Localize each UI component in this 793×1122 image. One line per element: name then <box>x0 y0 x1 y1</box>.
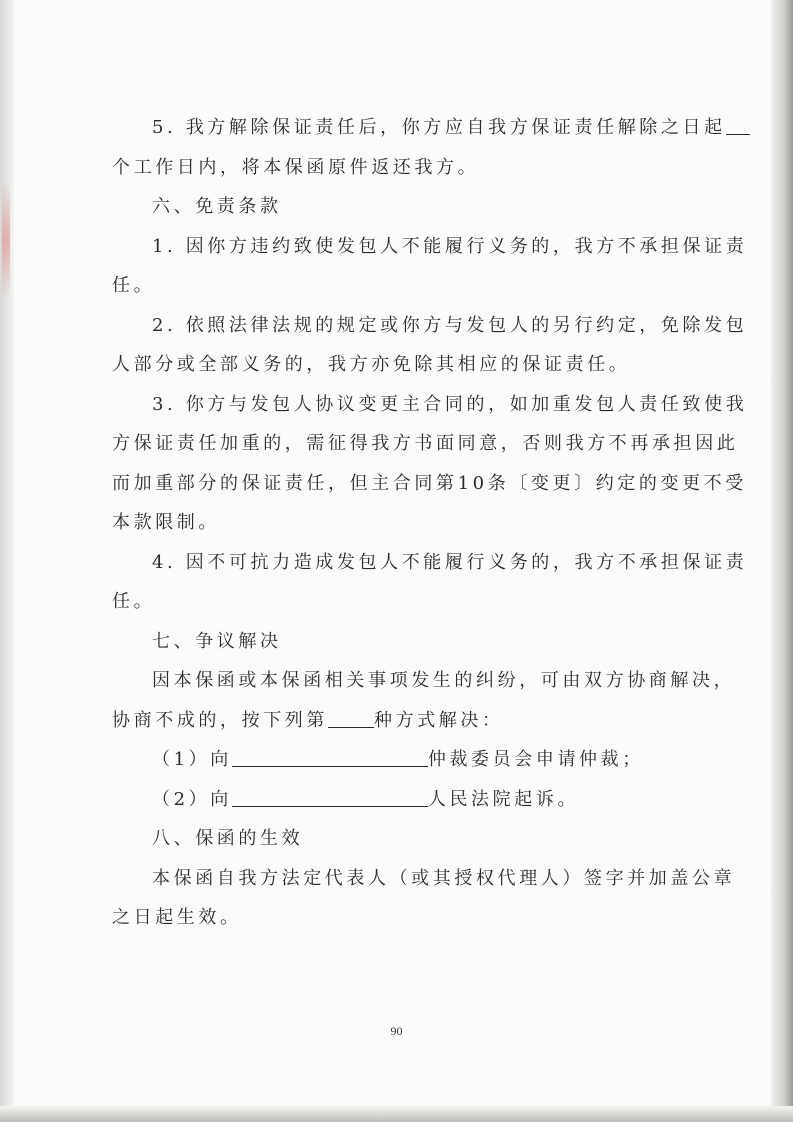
option-2-pre: （2）向 <box>152 788 232 810</box>
clause-5-line-1 <box>112 108 726 148</box>
option-1-pre: （1）向 <box>152 749 232 770</box>
effect-line-1: 本保函自我方法定代表人（或其授权代理人）签字并加盖公章 <box>152 867 736 889</box>
exemption-2-line-1: 2. 依照法律法规的规定或你方与发包人的另行约定，免除发包 <box>152 314 748 336</box>
scan-edge-right <box>771 0 793 1122</box>
effect-line-2: 之日起生效。 <box>112 907 242 928</box>
method-number-blank <box>328 707 374 728</box>
clause-5-line-2: 个工作日内，将本保函原件返还我方。 <box>112 156 480 178</box>
section-8-heading: 八、保函的生效 <box>152 828 304 849</box>
clause-5-text: 5. 我方解除保证责任后，你方应自我方保证责任解除之日起 <box>152 117 726 138</box>
option-1-post: 仲裁委员会申请仲裁； <box>427 749 644 770</box>
option-2 <box>112 780 684 820</box>
option-1 <box>112 740 684 780</box>
dispute-line-1: 因本保函或本保函相关事项发生的纠纷，可由双方协商解决， <box>152 670 736 691</box>
binding-mark <box>2 180 10 300</box>
exemption-3-line-3: 而加重部分的保证责任，但主合同第10条〔变更〕约定的变更不受 <box>112 472 747 494</box>
court-blank <box>232 786 428 807</box>
section-7-heading: 七、争议解决 <box>152 630 282 652</box>
option-2-post: 人民法院起诉。 <box>427 788 580 810</box>
dispute-line-2 <box>112 701 684 741</box>
exemption-1-line-1: 1. 因你方违约致使发包人不能履行义务的，我方不承担保证责 <box>152 235 748 257</box>
scan-edge-left <box>0 0 14 1122</box>
scan-edge-bottom <box>0 1106 793 1122</box>
exemption-3-line-1: 3. 你方与发包人协议变更主合同的，如加重发包人责任致使我 <box>152 393 748 415</box>
exemption-3-line-4: 本款限制。 <box>112 512 220 533</box>
days-blank <box>726 114 750 135</box>
exemption-1-line-2: 任。 <box>112 275 156 296</box>
arbitration-blank <box>232 746 428 767</box>
page-number: 90 <box>390 1024 403 1038</box>
dispute-text-post: 种方式解决： <box>374 709 504 731</box>
exemption-3-line-2: 方保证责任加重的，需征得我方书面同意，否则我方不再承担因此 <box>112 433 739 454</box>
dispute-text-pre: 协商不成的，按下列第 <box>112 709 328 731</box>
exemption-2-line-2: 人部分或全部义务的，我方亦免除其相应的保证责任。 <box>112 354 631 375</box>
document-body <box>112 108 748 938</box>
exemption-4-line-1: 4. 因不可抗力造成发包人不能履行义务的，我方不承担保证责 <box>152 551 748 573</box>
section-6-heading: 六、免责条款 <box>152 196 282 217</box>
exemption-4-line-2: 任。 <box>112 591 156 612</box>
